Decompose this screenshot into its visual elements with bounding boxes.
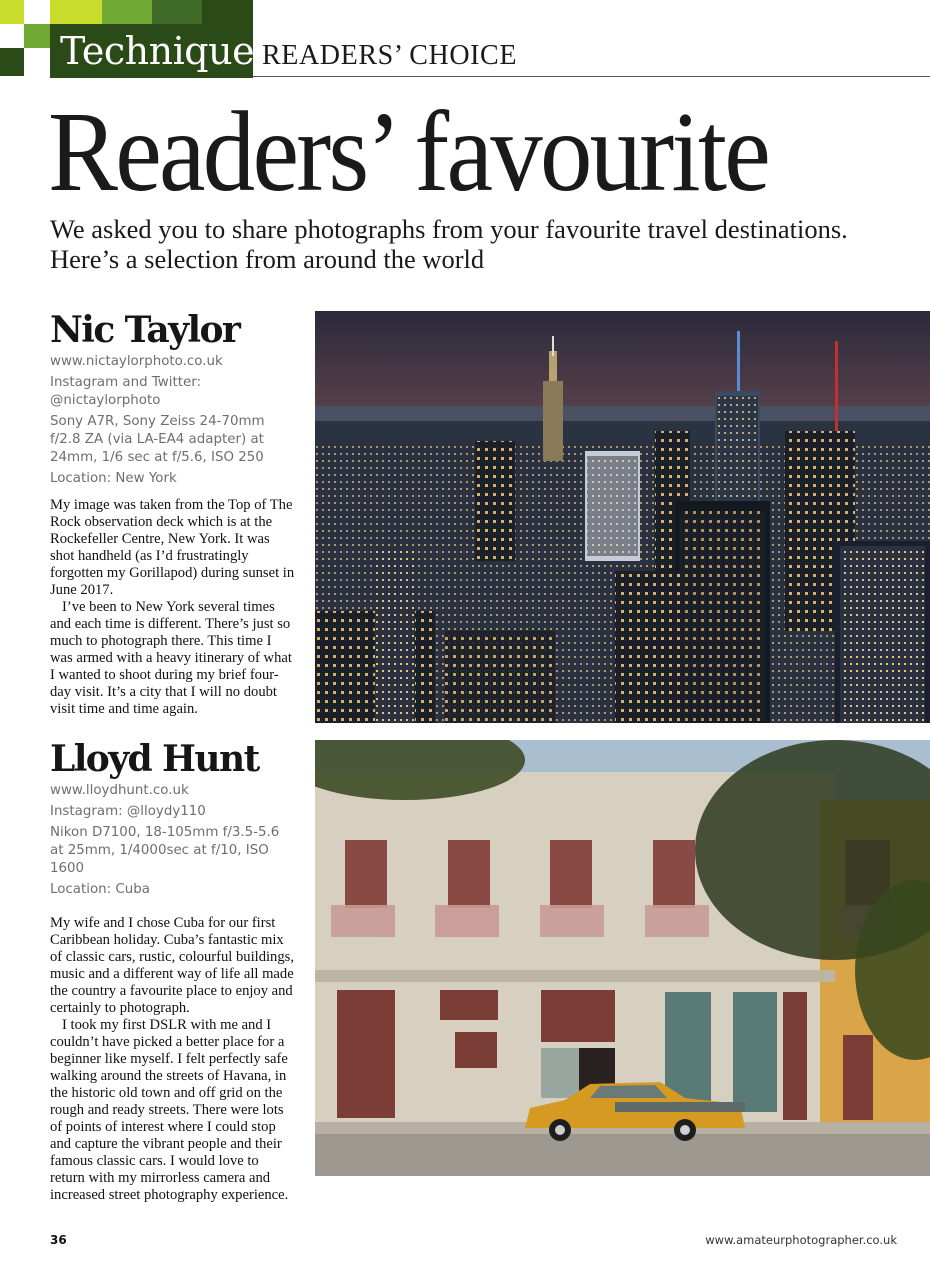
body-paragraph: I took my first DSLR with me and I couldn’t have picked a better place for a beginner like myself. I felt perfectly safe walking around the streets of Havana, in the historic old town and off grid on the rough and ready streets. There were lots of points of interest where I could stop and capture the vibrant people and their famous classic cars. I would love to return with my mirrorless camera and increased street photography experience.	[50, 1017, 289, 1203]
entry-lloyd-hunt	[50, 739, 296, 1204]
photographer-name: Lloyd Hunt	[50, 738, 259, 780]
website-link[interactable]: www.lloydhunt.co.uk	[50, 783, 189, 798]
section-tab: Technique	[50, 24, 253, 78]
photographer-meta	[50, 353, 296, 488]
body-paragraph: My wife and I chose Cuba for our first Caribbean holiday. Cuba’s fantastic mix of classic cars, rustic, colourful buildings, music and a different way of life all made the country a favourite place to enjoy and certainly to photograph.	[50, 915, 294, 1016]
photographer-meta	[50, 782, 296, 899]
website-link[interactable]: www.nictaylorphoto.co.uk	[50, 354, 223, 369]
location-label: Location: Cuba	[50, 882, 150, 897]
social-handle: Instagram: @lloydy110	[50, 804, 206, 819]
header-divider	[253, 76, 930, 77]
entry-nic-taylor	[50, 310, 296, 718]
city-skyline-photo	[315, 311, 930, 723]
photographer-name: Nic Taylor	[50, 309, 240, 351]
entry-body	[50, 497, 296, 718]
body-paragraph: I’ve been to New York several times and each time is different. There’s just so much to photograph there. This time I was armed with a heavy itinerary of what I wanted to shoot during my brief four-day visit. It’s a city that I will no doubt visit time and time again.	[50, 599, 292, 717]
standfirst: We asked you to share photographs from your favourite travel destinations. Here’s a selection from around the world	[50, 214, 848, 274]
havana-street-photo-icon	[315, 740, 930, 1176]
footer-url[interactable]: www.amateurphotographer.co.uk	[705, 1233, 897, 1247]
page-number: 36	[50, 1233, 67, 1247]
page-title: Readers’ favourite	[48, 88, 769, 215]
camera-settings: Sony A7R, Sony Zeiss 24-70mm f/2.8 ZA (via LA-EA4 adapter) at 24mm, 1/6 sec at f/5.6, ISO 250	[50, 414, 265, 465]
body-paragraph: My image was taken from the Top of The Rock observation deck which is at the Rockefeller Centre, New York. It was shot handheld (as I’d frustratingly forgotten my Gorillapod) during sunset in June 2017.	[50, 497, 295, 598]
location-label: Location: New York	[50, 471, 177, 486]
entry-body	[50, 915, 296, 1204]
social-handle: Instagram and Twitter: @nictaylorphoto	[50, 375, 201, 408]
subsection-label: READERS’ CHOICE	[262, 40, 518, 71]
camera-settings: Nikon D7100, 18-105mm f/3.5-5.6 at 25mm, 1/4000sec at f/10, ISO 1600	[50, 825, 280, 876]
city-skyline-photo-icon	[315, 311, 930, 723]
havana-street-photo	[315, 740, 930, 1176]
